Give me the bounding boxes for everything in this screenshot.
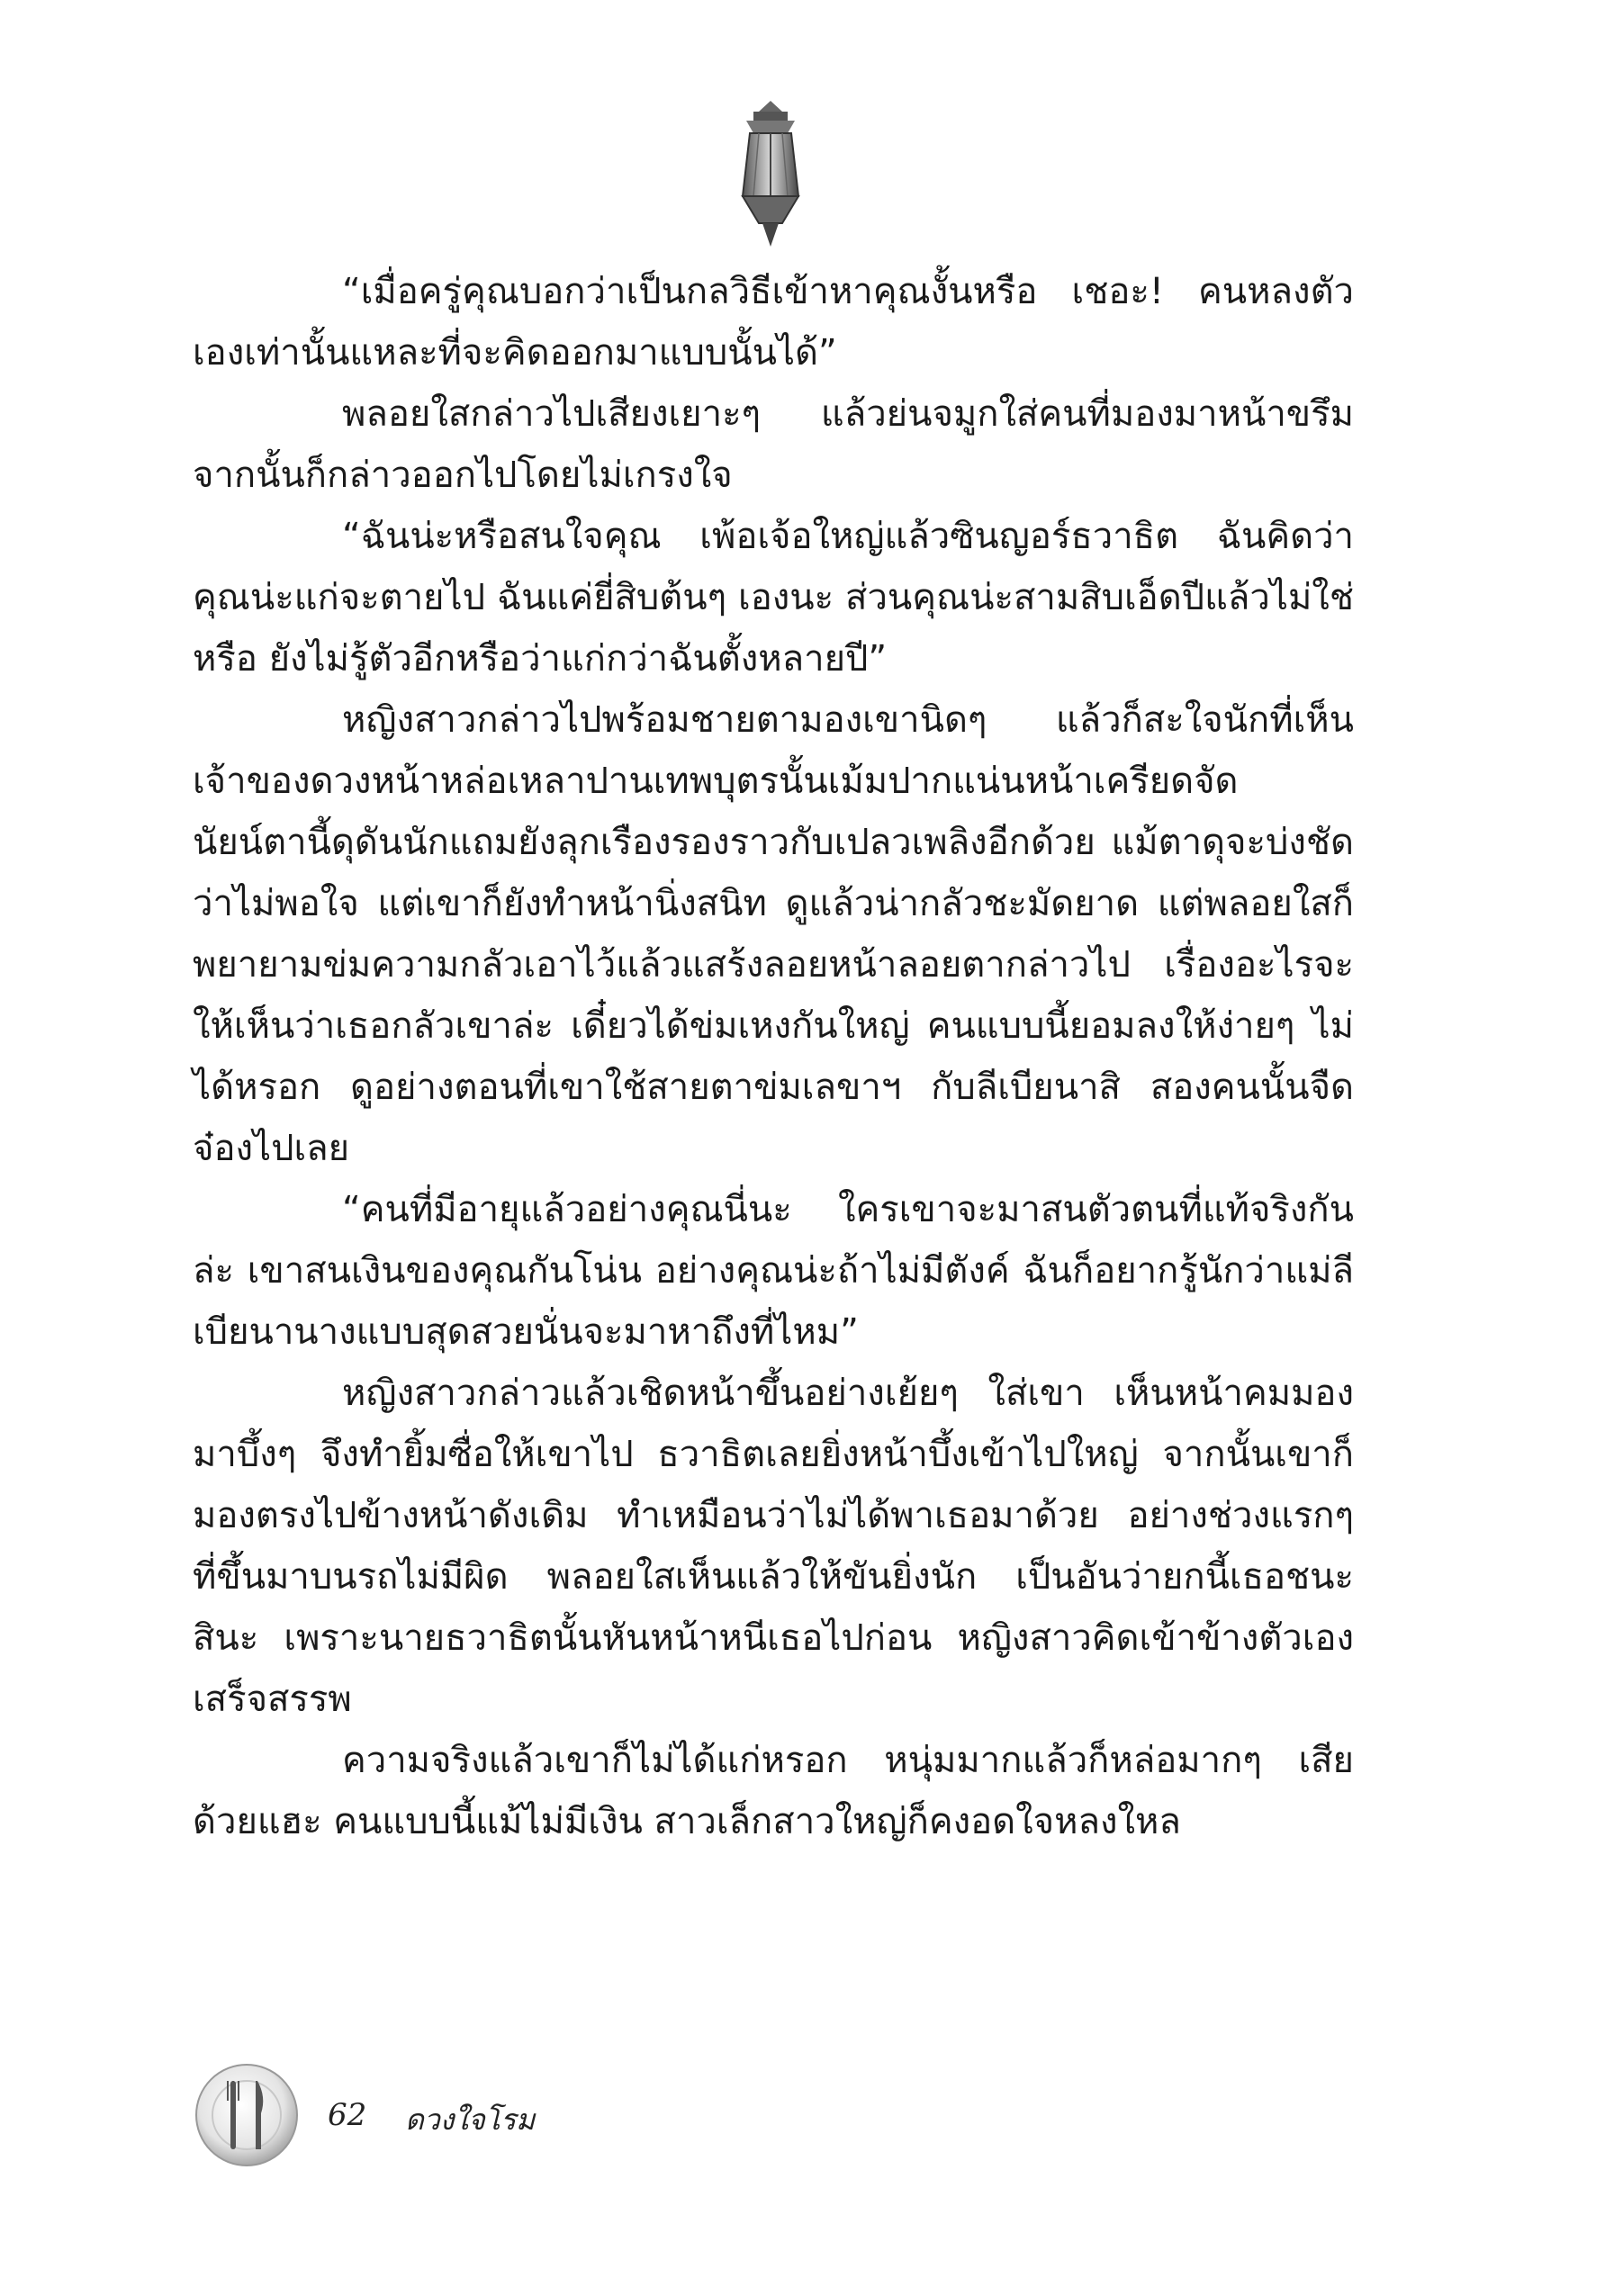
lantern-icon: [730, 97, 811, 250]
page-number: 62: [328, 2097, 367, 2133]
page-footer: [193, 2061, 823, 2169]
paragraph: “เมื่อครู่คุณบอกว่าเป็นกลวิธีเข้าหาคุณงั้นหรือ เชอะ! คนหลงตัวเองเท่านั้นแหละที่จะคิดออกมาแบบนั้นได้”: [193, 271, 1354, 374]
paragraph: หญิงสาวกล่าวไปพร้อมชายตามองเขานิดๆ แล้วก็สะใจนักที่เห็นเจ้าของดวงหน้าหล่อเหลาปานเทพบุตรนั้นเม้มปากแน่นหน้าเครียดจัด นัยน์ตานี้ดุดันนักแถมยังลุกเรืองรองราวกับเปลวเพลิงอีกด้วย แม้ตาดุจะบ่งชัดว่าไม่พอใจ แต่เขาก็ยังทำหน้านิ่งสนิท ดูแล้วน่ากลัวชะมัดยาด แต่พลอยใสก็พยายามข่มความกลัวเอาไว้แล้วแสร้งลอยหน้าลอยตากล่าวไป เรื่องอะไรจะให้เห็นว่าเธอกลัวเขาล่ะ เดี๋ยวได้ข่มเหงกันใหญ่ คนแบบนี้ยอมลงให้ง่ายๆ ไม่ได้หรอก ดูอย่างตอนที่เขาใช้สายตาข่มเลขาฯ กับลีเบียนาสิ สองคนนั้นจืดจ๋องไปเลย: [193, 699, 1354, 1169]
book-title: ดวงใจโรม: [405, 2102, 536, 2137]
paragraph: หญิงสาวกล่าวแล้วเชิดหน้าขึ้นอย่างเย้ยๆ ใส่เขา เห็นหน้าคมมองมาบึ้งๆ จึงทำยิ้มซื่อให้เขาไป ธวาธิตเลยยิ่งหน้าบึ้งเข้าไปใหญ่ จากนั้นเขาก็มองตรงไปข้างหน้าดังเดิม ทำเหมือนว่าไม่ได้พาเธอมาด้วย อย่างช่วงแรกๆ ที่ขึ้นมาบนรถไม่มีผิด พลอยใสเห็นแล้วให้ขันยิ่งนัก เป็นอันว่ายกนี้เธอชนะสินะ เพราะนายธวาธิตนั้นหันหน้าหนีเธอไปก่อน หญิงสาวคิดเข้าข้างตัวเองเสร็จสรรพ: [193, 1373, 1354, 1720]
plate-fork-knife-icon: [193, 2061, 301, 2169]
body-text: [193, 261, 1354, 1852]
paragraph: “คนที่มีอายุแล้วอย่างคุณนี่นะ ใครเขาจะมาสนตัวตนที่แท้จริงกันล่ะ เขาสนเงินของคุณกันโน่น อย่างคุณน่ะถ้าไม่มีตังค์ ฉันก็อยากรู้นักว่าแม่ลีเบียนานางแบบสุดสวยนั่นจะมาหาถึงที่ไหม”: [193, 1189, 1354, 1353]
paragraph: ความจริงแล้วเขาก็ไม่ได้แก่หรอก หนุ่มมากแล้วก็หล่อมากๆ เสียด้วยแฮะ คนแบบนี้แม้ไม่มีเงิน สาวเล็กสาวใหญ่ก็คงอดใจหลงใหล: [193, 1740, 1354, 1842]
paragraph: “ฉันน่ะหรือสนใจคุณ เพ้อเจ้อใหญ่แล้วซินญอร์ธวาธิต ฉันคิดว่าคุณน่ะแก่จะตายไป ฉันแค่ยี่สิบต้นๆ เองนะ ส่วนคุณน่ะสามสิบเอ็ดปีแล้วไม่ใช่หรือ ยังไม่รู้ตัวอีกหรือว่าแก่กว่าฉันตั้งหลายปี”: [193, 516, 1354, 680]
paragraph: พลอยใสกล่าวไปเสียงเยาะๆ แล้วย่นจมูกใส่คนที่มองมาหน้าขรึม จากนั้นก็กล่าวออกไปโดยไม่เกรงใจ: [193, 393, 1354, 496]
